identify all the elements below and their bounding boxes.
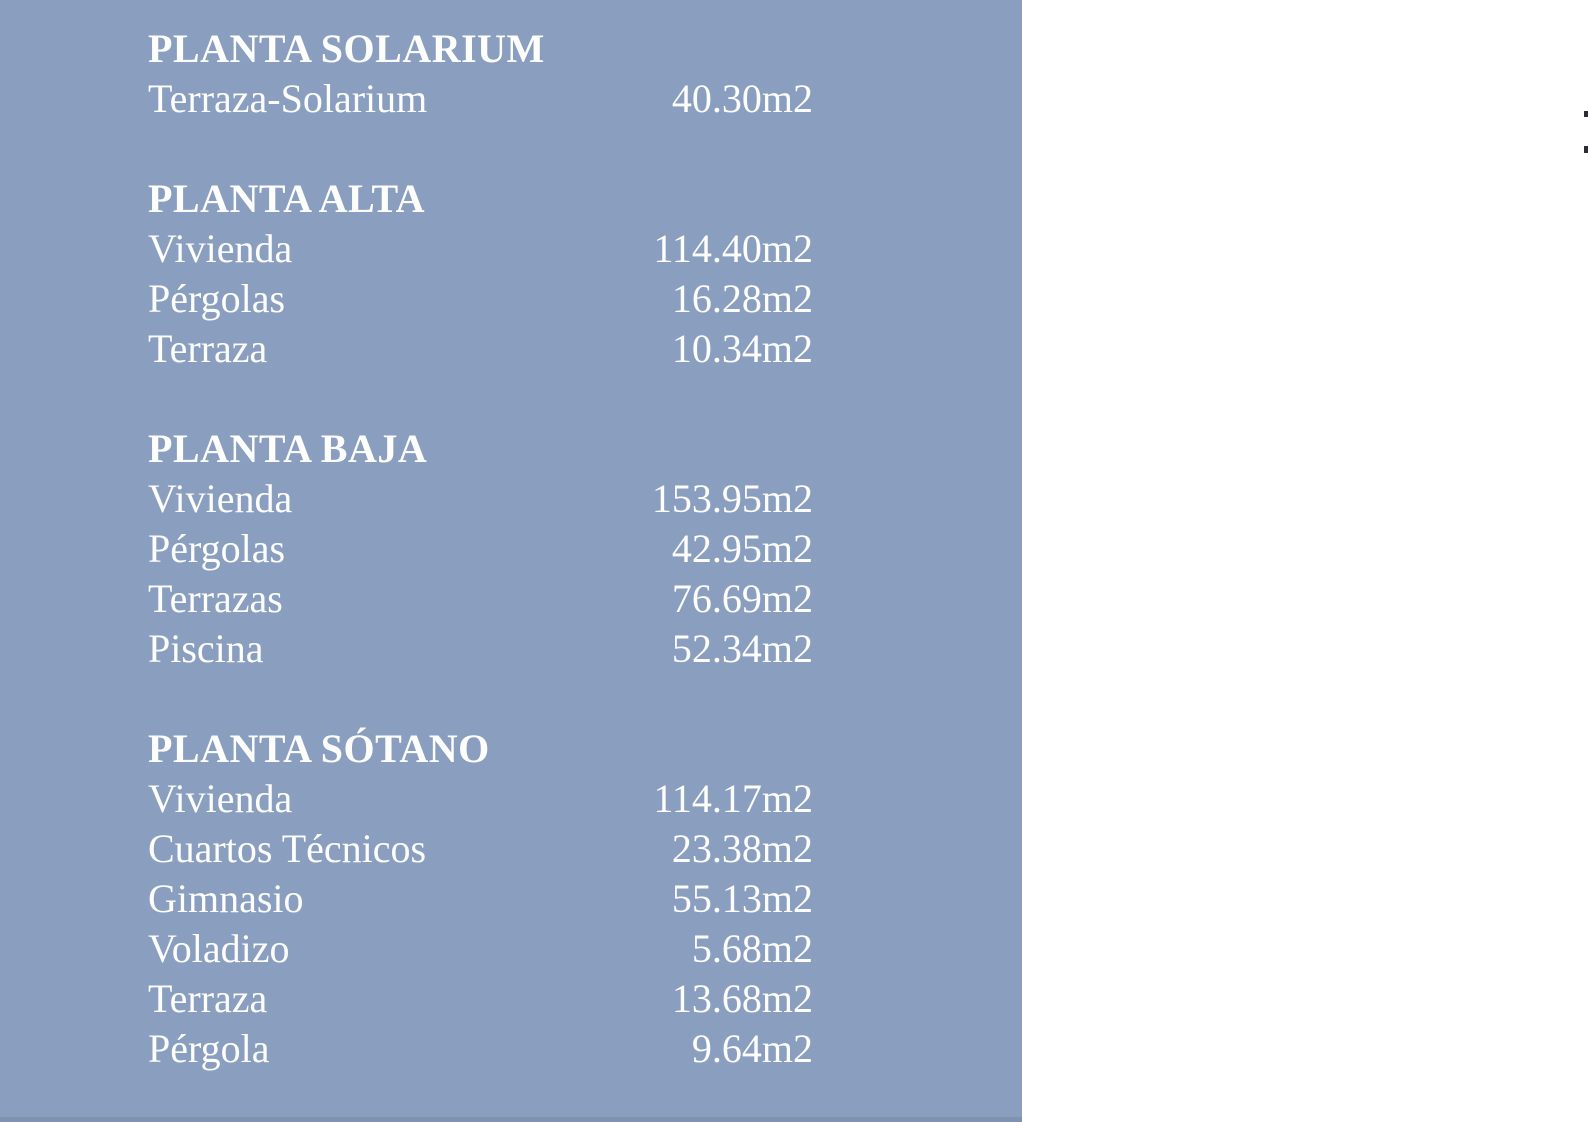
area-row xyxy=(148,624,813,674)
panel-bottom-edge xyxy=(0,1117,1022,1122)
area-row xyxy=(148,874,813,924)
area-row xyxy=(148,274,813,324)
area-row xyxy=(148,974,813,1024)
cropped-edge-artifact xyxy=(1584,146,1588,153)
floor-section xyxy=(148,424,813,674)
area-value: 9.64m2 xyxy=(691,1026,813,1071)
area-row xyxy=(148,324,813,374)
area-value: 42.95m2 xyxy=(671,526,813,571)
section-title: PLANTA SÓTANO xyxy=(148,726,490,771)
floor-section xyxy=(148,724,813,1074)
area-row xyxy=(148,824,813,874)
section-title: PLANTA SOLARIUM xyxy=(148,26,545,71)
area-label: Vivienda xyxy=(148,226,293,271)
cropped-edge-artifact xyxy=(1584,111,1588,117)
area-row xyxy=(148,574,813,624)
area-schedule xyxy=(148,24,813,1074)
area-row xyxy=(148,774,813,824)
area-label: Piscina xyxy=(148,626,264,671)
area-row xyxy=(148,1024,813,1074)
area-label: Pérgola xyxy=(148,1026,270,1071)
area-row xyxy=(148,924,813,974)
section-title: PLANTA BAJA xyxy=(148,426,428,471)
floor-section xyxy=(148,174,813,374)
area-label: Voladizo xyxy=(148,926,290,971)
area-value: 13.68m2 xyxy=(671,976,813,1021)
section-title: PLANTA ALTA xyxy=(148,176,426,221)
area-label: Pérgolas xyxy=(148,276,286,321)
area-label: Terraza xyxy=(148,976,268,1021)
area-row xyxy=(148,74,813,124)
area-label: Terraza-Solarium xyxy=(148,76,428,121)
area-value: 76.69m2 xyxy=(671,576,813,621)
area-label: Vivienda xyxy=(148,776,293,821)
area-value: 10.34m2 xyxy=(671,326,813,371)
area-label: Gimnasio xyxy=(148,876,304,921)
area-value: 23.38m2 xyxy=(671,826,813,871)
area-label: Pérgolas xyxy=(148,526,286,571)
area-row xyxy=(148,474,813,524)
area-label: Vivienda xyxy=(148,476,293,521)
area-value: 114.40m2 xyxy=(653,226,813,271)
area-value: 16.28m2 xyxy=(671,276,813,321)
floor-section xyxy=(148,24,813,124)
area-value: 40.30m2 xyxy=(671,76,813,121)
area-label: Terraza xyxy=(148,326,268,371)
area-label: Cuartos Técnicos xyxy=(148,826,427,871)
area-value: 153.95m2 xyxy=(651,476,813,521)
area-row xyxy=(148,524,813,574)
area-value: 5.68m2 xyxy=(691,926,813,971)
area-value: 55.13m2 xyxy=(671,876,813,921)
area-row xyxy=(148,224,813,274)
area-label: Terrazas xyxy=(148,576,283,621)
area-value: 114.17m2 xyxy=(653,776,813,821)
area-value: 52.34m2 xyxy=(671,626,813,671)
